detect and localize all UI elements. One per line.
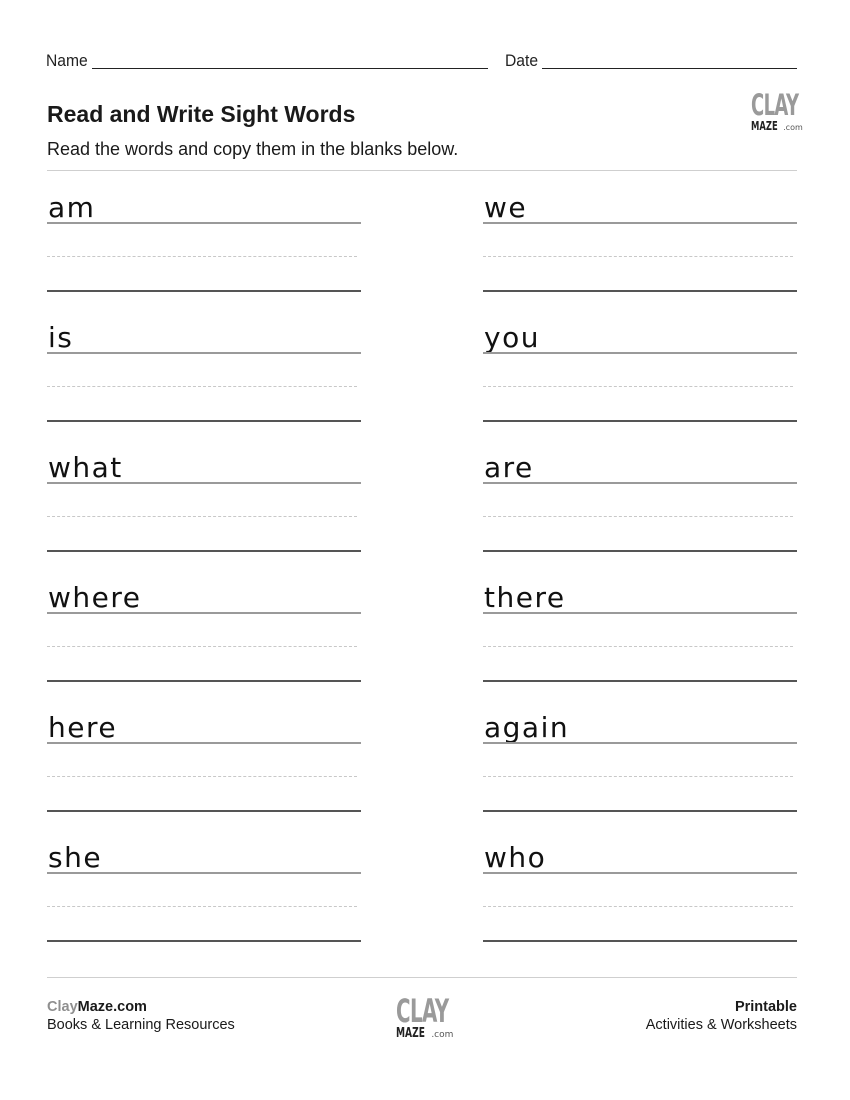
guide-line-top (47, 612, 361, 614)
guide-line-baseline[interactable] (47, 680, 361, 682)
guide-line-top (483, 352, 797, 354)
word-practice-left-2 (47, 321, 361, 430)
name-label: Name (46, 51, 88, 70)
word-practice-right-2 (483, 321, 797, 430)
guide-line-baseline[interactable] (483, 420, 797, 422)
sight-word: you (484, 321, 540, 354)
sight-word: who (484, 841, 547, 874)
guide-line-baseline[interactable] (483, 940, 797, 942)
footer-printable-subtitle: Activities & Worksheets (645, 1017, 797, 1033)
guide-line-baseline[interactable] (47, 290, 361, 292)
guide-line-dashed (47, 906, 357, 907)
word-practice-left-1 (47, 191, 361, 300)
guide-line-top (47, 482, 361, 484)
guide-line-dashed (483, 906, 793, 907)
guide-line-dashed (47, 516, 357, 517)
sight-word: are (484, 451, 534, 484)
guide-line-top (483, 222, 797, 224)
sight-word: we (484, 191, 528, 224)
guide-line-baseline[interactable] (47, 810, 361, 812)
guide-line-dashed (47, 776, 357, 777)
guide-line-baseline[interactable] (47, 550, 361, 552)
footer-brand-name (47, 998, 235, 1016)
guide-line-dashed (47, 256, 357, 257)
claymaze-logo (751, 88, 803, 139)
footer-tagline: Books & Learning Resources (47, 1017, 235, 1033)
guide-line-baseline[interactable] (483, 290, 797, 292)
logo-maze-text: MAZE (751, 119, 778, 133)
guide-line-dashed (483, 776, 793, 777)
page-subtitle: Read the words and copy them in the blanks below. (47, 139, 459, 159)
word-practice-right-4 (483, 581, 797, 690)
word-practice-right-5 (483, 711, 797, 820)
logo-clay-text: CLAY (396, 992, 449, 1030)
sight-word: there (484, 581, 566, 614)
footer-logo (396, 992, 454, 1047)
logo-clay-text: CLAY (751, 88, 799, 122)
footer-brand (47, 998, 235, 1034)
sight-word: where (48, 581, 142, 614)
guide-line-baseline[interactable] (483, 550, 797, 552)
guide-line-top (47, 742, 361, 744)
sight-word: am (48, 191, 96, 224)
date-label: Date (505, 51, 539, 70)
footer-printable-title: Printable (734, 999, 797, 1015)
logo-com-text: .com (783, 123, 803, 132)
word-practice-left-5 (47, 711, 361, 820)
guide-line-dashed (483, 516, 793, 517)
guide-line-baseline[interactable] (47, 420, 361, 422)
guide-line-dashed (483, 386, 793, 387)
guide-line-baseline[interactable] (47, 940, 361, 942)
guide-line-top (47, 872, 361, 874)
guide-line-baseline[interactable] (483, 680, 797, 682)
word-practice-left-6 (47, 841, 361, 950)
sight-word: she (48, 841, 103, 874)
guide-line-top (483, 612, 797, 614)
footer-brand-maze: Maze.com (77, 999, 147, 1015)
word-practice-right-1 (483, 191, 797, 300)
sight-word: again (484, 711, 570, 744)
footer-divider (47, 977, 797, 978)
page-title: Read and Write Sight Words (47, 101, 356, 127)
word-practice-left-4 (47, 581, 361, 690)
logo-maze-text: MAZE (396, 1026, 425, 1041)
guide-line-baseline[interactable] (483, 810, 797, 812)
sight-word: what (48, 451, 123, 484)
name-field[interactable] (92, 68, 488, 69)
sight-word: here (48, 711, 118, 744)
guide-line-top (483, 872, 797, 874)
guide-line-dashed (483, 646, 793, 647)
header-divider (47, 170, 797, 171)
guide-line-dashed (483, 256, 793, 257)
footer-printable (646, 998, 797, 1034)
logo-com-text: .com (431, 1030, 454, 1040)
word-practice-right-3 (483, 451, 797, 560)
guide-line-top (47, 352, 361, 354)
sight-word: is (48, 321, 74, 354)
guide-line-top (47, 222, 361, 224)
word-practice-right-6 (483, 841, 797, 950)
guide-line-top (483, 482, 797, 484)
guide-line-dashed (47, 646, 357, 647)
footer-brand-clay: Clay (47, 999, 78, 1015)
guide-line-dashed (47, 386, 357, 387)
word-practice-left-3 (47, 451, 361, 560)
guide-line-top (483, 742, 797, 744)
date-field[interactable] (542, 68, 797, 69)
